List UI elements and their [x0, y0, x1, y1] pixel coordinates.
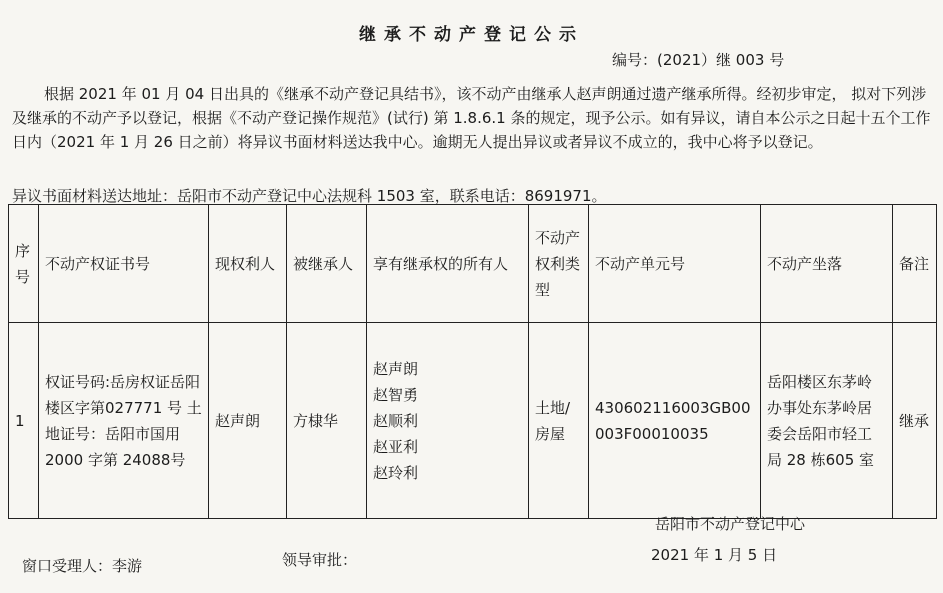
- cell-holder: 赵声朗: [209, 323, 287, 519]
- cell-unit-no: 430602116003GB00003F00010035: [589, 323, 761, 519]
- header-heirs: 享有继承权的所有人: [367, 205, 529, 323]
- address-line: 异议书面材料送达地址：岳阳市不动产登记中心法规科 1503 室，联系电话：8691971。: [12, 187, 607, 205]
- heir-name: 赵智勇: [373, 385, 419, 404]
- leader-approval: 领导审批：: [282, 551, 358, 569]
- notice-title: 继承不动产登记公示: [359, 25, 584, 45]
- cell-heirs: [367, 323, 529, 519]
- header-location: 不动产坐落: [761, 205, 893, 323]
- header-unit-no: 不动产单元号: [589, 205, 761, 323]
- window-receiver: 窗口受理人：李游: [22, 557, 143, 575]
- table-header-row: [9, 205, 937, 323]
- heir-name: 赵玲利: [373, 463, 419, 482]
- registration-table: [8, 204, 937, 519]
- issuing-org: 岳阳市不动产登记中心: [655, 515, 806, 533]
- cell-cert-no: 权证号码:岳房权证岳阳楼区字第027771 号 土地证号：岳阳市国用 2000 字第 24088号: [39, 323, 209, 519]
- header-right-type: 不动产权利类型: [529, 205, 589, 323]
- cell-right-type: 土地/房屋: [529, 323, 589, 519]
- header-decedent: 被继承人: [287, 205, 367, 323]
- doc-number: 编号：(2021）继 003 号: [612, 51, 785, 69]
- issue-date: 2021 年 1 月 5 日: [651, 546, 778, 564]
- cell-seq: 1: [9, 323, 39, 519]
- heir-name: 赵亚利: [373, 437, 419, 456]
- notice-body: 根据 2021 年 01 月 04 日出具的《继承不动产登记具结书》，该不动产由继承人赵声朗通过遗产继承所得。经初步审定， 拟对下列涉及继承的不动产予以登记，根据《不动产登记操作规范》(试行) 第 1.8.6.1 条的规定，现予公示。如有异议，请自本公示之日起十五个工作日内（2021 年 1 月 26 日之前）将异议书面材料送达我中心。逾期无人提出异议或者异议不成立的，我中心将予以登记。: [12, 85, 931, 151]
- header-remark: 备注: [893, 205, 937, 323]
- cell-location: 岳阳楼区东茅岭办事处东茅岭居委会岳阳市轻工局 28 栋605 室: [761, 323, 893, 519]
- cell-remark: 继承: [893, 323, 937, 519]
- cell-decedent: 方棣华: [287, 323, 367, 519]
- header-seq: 序号: [9, 205, 39, 323]
- heir-name: 赵声朗: [373, 359, 419, 378]
- header-cert-no: 不动产权证书号: [39, 205, 209, 323]
- heir-name: 赵顺利: [373, 411, 419, 430]
- header-holder: 现权利人: [209, 205, 287, 323]
- table-row: [9, 323, 937, 519]
